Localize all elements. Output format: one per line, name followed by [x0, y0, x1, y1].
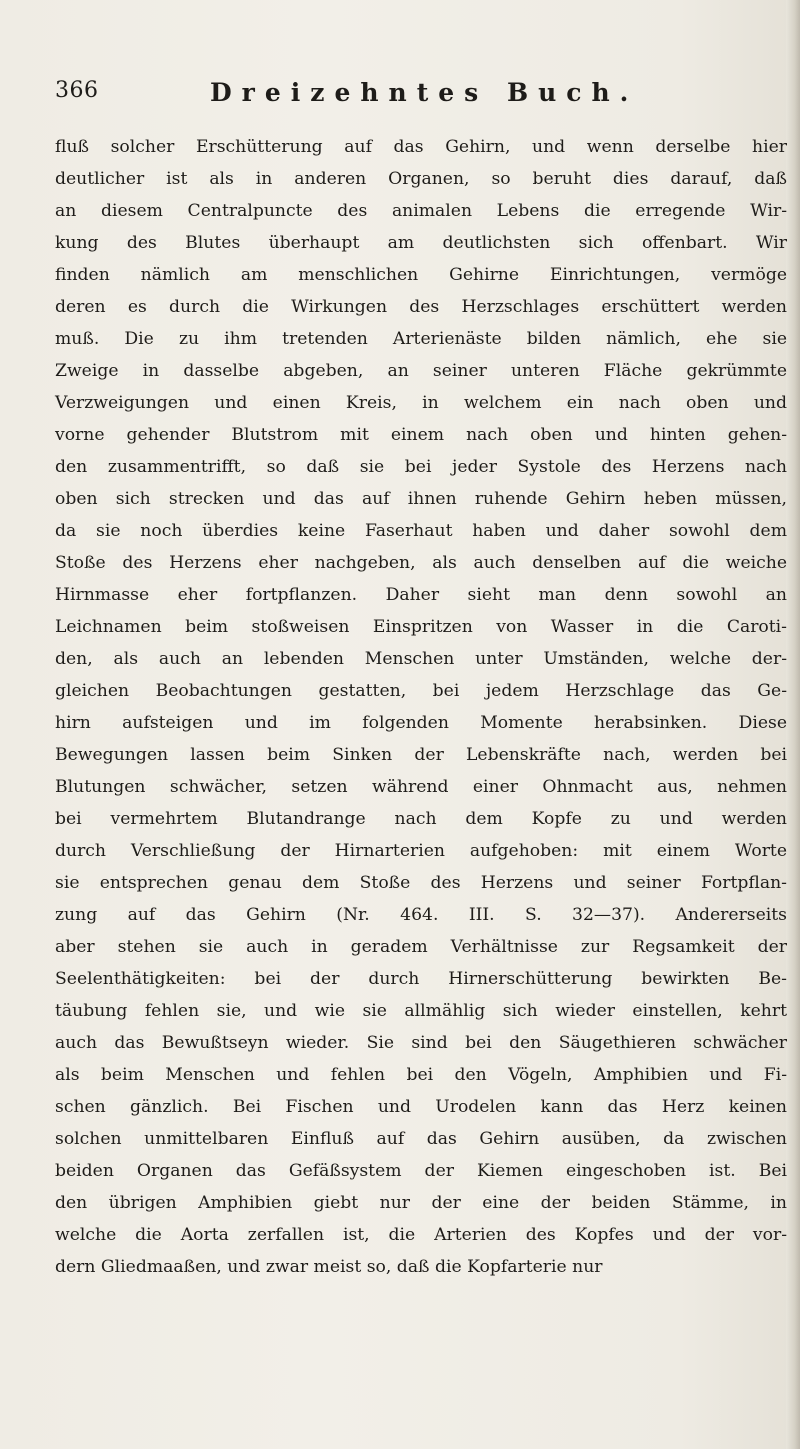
- text-line: als beim Menschen und fehlen bei den Vögeln, Amphibien und Fi-: [55, 1065, 787, 1085]
- text-line: den zusammentrifft, so daß sie bei jeder Systole des Herzens nach: [55, 457, 787, 477]
- text-line: solchen unmittelbaren Einfluß auf das Gehirn ausüben, da zwischen: [55, 1129, 787, 1149]
- text-line: fluß solcher Erschütterung auf das Gehirn, und wenn derselbe hier: [55, 137, 787, 157]
- text-line: deren es durch die Wirkungen des Herzschlages erschüttert werden: [55, 297, 787, 317]
- page-edge-shadow: [786, 0, 800, 1449]
- text-line: kung des Blutes überhaupt am deutlichsten sich offenbart. Wir: [55, 233, 787, 253]
- text-line: finden nämlich am menschlichen Gehirne Einrichtungen, vermöge: [55, 265, 787, 285]
- text-line: sie entsprechen genau dem Stoße des Herzens und seiner Fortpflan-: [55, 873, 787, 893]
- text-line: Hirnmasse eher fortpflanzen. Daher sieht man denn sowohl an: [55, 585, 787, 605]
- text-line: Zweige in dasselbe abgeben, an seiner unteren Fläche gekrümmte: [55, 361, 787, 381]
- text-line: den, als auch an lebenden Menschen unter Umständen, welche der-: [55, 649, 787, 669]
- page-header: [55, 78, 755, 118]
- text-line: Blutungen schwächer, setzen während einer Ohnmacht aus, nehmen: [55, 777, 787, 797]
- text-line: Stoße des Herzens eher nachgeben, als auch denselben auf die weiche: [55, 553, 787, 573]
- body-text: [55, 131, 787, 1283]
- text-line: oben sich strecken und das auf ihnen ruhende Gehirn heben müssen,: [55, 489, 787, 509]
- text-line: aber stehen sie auch in geradem Verhältnisse zur Regsamkeit der: [55, 937, 787, 957]
- text-line: Bewegungen lassen beim Sinken der Lebenskräfte nach, werden bei: [55, 745, 787, 765]
- text-line: da sie noch überdies keine Faserhaut haben und daher sowohl dem: [55, 521, 787, 541]
- text-line: bei vermehrtem Blutandrange nach dem Kopfe zu und werden: [55, 809, 787, 829]
- text-line: muß. Die zu ihm tretenden Arterienäste bilden nämlich, ehe sie: [55, 329, 787, 349]
- text-line: den übrigen Amphibien giebt nur der eine der beiden Stämme, in: [55, 1193, 787, 1213]
- text-line: beiden Organen das Gefäßsystem der Kiemen eingeschoben ist. Bei: [55, 1161, 787, 1181]
- text-line: Seelenthätigkeiten: bei der durch Hirnerschütterung bewirkten Be-: [55, 969, 787, 989]
- text-line: schen gänzlich. Bei Fischen und Urodelen kann das Herz keinen: [55, 1097, 787, 1117]
- text-line: auch das Bewußtseyn wieder. Sie sind bei den Säugethieren schwächer: [55, 1033, 787, 1053]
- text-line: durch Verschließung der Hirnarterien aufgehoben: mit einem Worte: [55, 841, 787, 861]
- text-line: dern Gliedmaaßen, und zwar meist so, daß die Kopfarterie nur: [55, 1257, 603, 1277]
- text-line: zung auf das Gehirn (Nr. 464. III. S. 32—37). Andererseits: [55, 905, 787, 925]
- text-line: Verzweigungen und einen Kreis, in welchem ein nach oben und: [55, 393, 787, 413]
- running-title: Dreizehntes Buch.: [210, 78, 639, 107]
- text-line: vorne gehender Blutstrom mit einem nach oben und hinten gehen-: [55, 425, 787, 445]
- text-line: welche die Aorta zerfallen ist, die Arterien des Kopfes und der vor-: [55, 1225, 787, 1245]
- text-line: deutlicher ist als in anderen Organen, so beruht dies darauf, daß: [55, 169, 787, 189]
- text-line: hirn aufsteigen und im folgenden Momente herabsinken. Diese: [55, 713, 787, 733]
- text-line: täubung fehlen sie, und wie sie allmählig sich wieder einstellen, kehrt: [55, 1001, 787, 1021]
- page-number: 366: [55, 78, 99, 103]
- text-line: an diesem Centralpuncte des animalen Lebens die erregende Wir-: [55, 201, 787, 221]
- text-line: Leichnamen beim stoßweisen Einspritzen von Wasser in die Caroti-: [55, 617, 787, 637]
- text-line: gleichen Beobachtungen gestatten, bei jedem Herzschlage das Ge-: [55, 681, 787, 701]
